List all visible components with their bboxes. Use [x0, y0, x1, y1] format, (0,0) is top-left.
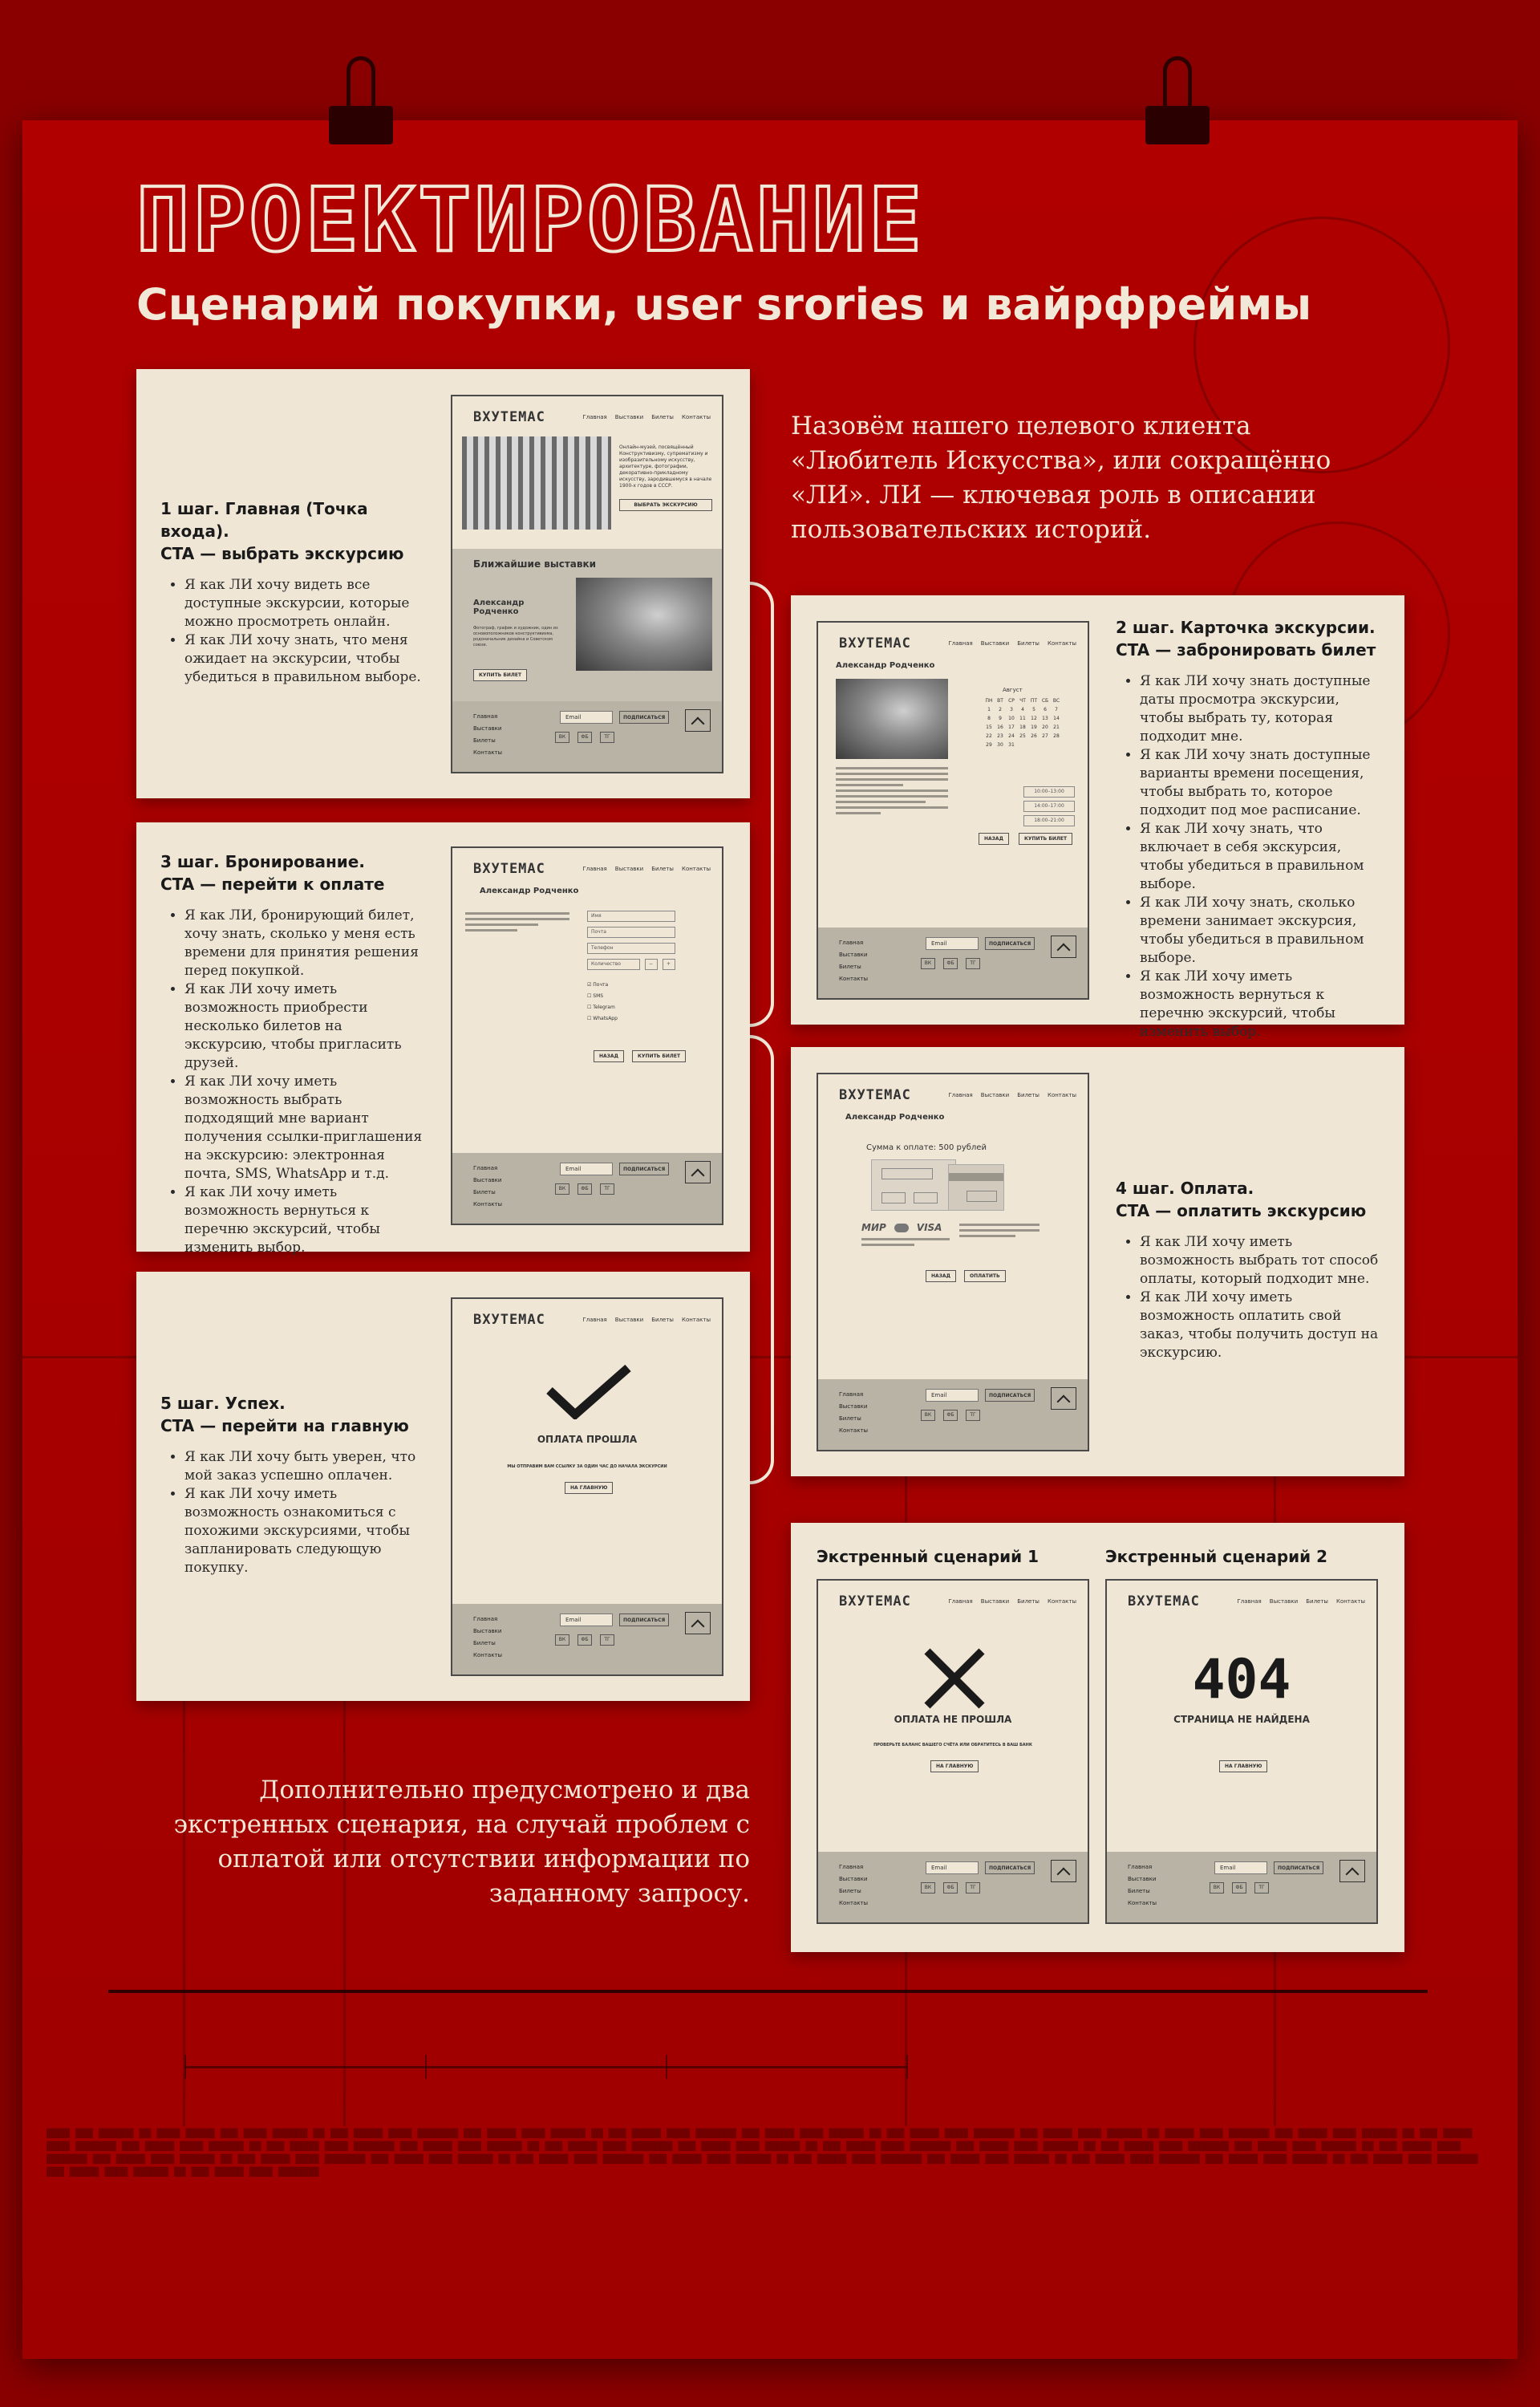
email-input[interactable]: Email — [926, 1389, 979, 1402]
list-item: • Я как ЛИ хочу знать доступные даты просмотра экскурсии, чтобы выбрать ту, которая подходит мне. — [1140, 672, 1384, 746]
footer-link[interactable]: Билеты — [473, 737, 496, 744]
nav-link[interactable]: Выставки — [614, 866, 644, 872]
nav-link[interactable]: Выставки — [980, 1598, 1010, 1605]
calendar-day[interactable]: 7 — [1055, 707, 1058, 712]
wf-nav — [949, 640, 1076, 647]
success-status: ОПЛАТА ПРОШЛА — [537, 1434, 638, 1445]
nav-link[interactable]: Главная — [948, 1092, 973, 1098]
nav-link[interactable]: Главная — [948, 640, 973, 647]
time-slot[interactable]: 14:00–17:00 — [1023, 801, 1075, 812]
card-month-field[interactable] — [881, 1192, 906, 1204]
footer-link[interactable]: Выставки — [839, 1876, 868, 1882]
footer-link[interactable]: Билеты — [473, 1640, 496, 1646]
wf-nav — [949, 1092, 1076, 1098]
social-vk[interactable]: ВК — [921, 1882, 935, 1894]
step1-card — [136, 369, 750, 798]
logo: ВХУТЕМАС — [473, 1312, 545, 1328]
footer-links — [473, 1163, 502, 1211]
footer-links — [839, 1389, 868, 1437]
list-item: • Я как ЛИ хочу иметь возможность выбрать тот способ оплаты, который подходит мне. — [1140, 1233, 1384, 1289]
option-whatsapp[interactable]: ☐ WhatsApp — [587, 1016, 618, 1021]
calendar-day[interactable]: 3 — [1010, 707, 1013, 712]
step1-cta: CTA — выбрать экскурсию — [160, 544, 404, 563]
checkmark-icon — [545, 1363, 633, 1419]
social-tg[interactable]: ТГ — [1254, 1882, 1269, 1894]
social-links — [555, 732, 614, 743]
calendar-day[interactable]: 29 — [986, 742, 992, 748]
subscribe-button[interactable]: ПОДПИСАТЬСЯ — [619, 1163, 669, 1175]
logo: ВХУТЕМАС — [839, 1087, 911, 1103]
wireframe-booking — [451, 846, 723, 1225]
visa-icon[interactable]: VISA — [916, 1222, 942, 1233]
exhibitions-section — [452, 549, 722, 703]
step3-bullets — [160, 907, 425, 1257]
nav-link[interactable]: Главная — [582, 866, 607, 872]
footer-link[interactable]: Главная — [839, 1391, 864, 1398]
wf-nav — [583, 1317, 711, 1323]
social-links — [555, 1634, 614, 1646]
step2-title: 2 шаг. Карточка экскурсии. — [1116, 618, 1376, 637]
footer-links — [839, 1861, 868, 1910]
nav-link[interactable]: Билеты — [651, 1317, 674, 1323]
wireframe-payment-failed — [817, 1579, 1089, 1924]
list-item: • Я как ЛИ хочу знать, что меня ожидает на экскурсии, чтобы убедиться в правильном выборе. — [184, 631, 425, 687]
calendar-day[interactable]: 13 — [1042, 716, 1048, 721]
step3-card — [136, 822, 750, 1256]
step2-card — [791, 595, 1404, 1040]
calendar-day[interactable]: 14 — [1053, 716, 1060, 721]
nav-link[interactable]: Контакты — [681, 1317, 711, 1323]
social-tg[interactable]: ТГ — [600, 1183, 614, 1195]
calendar-day[interactable]: 16 — [997, 725, 1003, 730]
scroll-up-icon[interactable] — [1051, 1387, 1076, 1410]
footer-link[interactable]: Билеты — [839, 1888, 861, 1894]
calendar-day[interactable]: 4 — [1021, 707, 1024, 712]
emergency2-title: Экстренный сценарий 2 — [1105, 1547, 1328, 1566]
calendar-day[interactable]: 10 — [1008, 716, 1015, 721]
wf-nav — [949, 1598, 1076, 1605]
binder-clip — [1145, 56, 1210, 144]
step3-title: 3 шаг. Бронирование. — [160, 852, 365, 871]
nav-link[interactable]: Выставки — [1269, 1598, 1299, 1605]
quantity-plus[interactable]: + — [663, 959, 675, 970]
home-button[interactable]: НА ГЛАВНУЮ — [565, 1482, 613, 1494]
wf-footer — [818, 927, 1088, 998]
text-placeholder — [861, 1238, 950, 1249]
list-item: • Я как ЛИ хочу иметь возможность оплатить свой заказ, чтобы получить доступ на экскурсию. — [1140, 1289, 1384, 1362]
logo: ВХУТЕМАС — [473, 861, 545, 877]
email-input[interactable]: Email — [1214, 1861, 1267, 1874]
calendar-day[interactable]: 28 — [1053, 733, 1060, 739]
option-telegram[interactable]: ☐ Telegram — [587, 1005, 615, 1010]
weekday-label: СР — [1008, 698, 1015, 704]
about-text: Онлайн-музей, посвящённый Конструктивизму, супрематизму и изобразительному искусству, архитектуре, фотографии, декоративно-прикладному искусству, зародившемуся в начале 1900-х годов в СССР. — [619, 444, 712, 489]
phone-field[interactable]: Телефон — [587, 943, 675, 954]
nav-link[interactable]: Контакты — [681, 866, 711, 872]
logo: ВХУТЕМАС — [839, 635, 911, 651]
text-placeholder — [959, 1224, 1040, 1240]
email-input[interactable]: Email — [560, 711, 613, 724]
social-fb[interactable]: ФБ — [943, 958, 958, 969]
nav-link[interactable]: Билеты — [1017, 1598, 1040, 1605]
subscribe-button[interactable]: ПОДПИСАТЬСЯ — [619, 711, 669, 724]
calendar-day[interactable]: 6 — [1044, 707, 1047, 712]
footer-links — [473, 1613, 502, 1662]
step2-cta: CTA — забронировать билет — [1116, 640, 1376, 660]
calendar-day[interactable]: 20 — [1042, 725, 1048, 730]
social-tg[interactable]: ТГ — [600, 1634, 614, 1646]
list-item: • Я как ЛИ хочу знать, что включает в себя экскурсия, чтобы убедиться в правильном выборе. — [1140, 820, 1384, 894]
footer-link[interactable]: Главная — [473, 1165, 498, 1171]
footer-link[interactable]: Контакты — [473, 1652, 503, 1658]
nav-link[interactable]: Главная — [1237, 1598, 1262, 1605]
scroll-up-icon[interactable] — [1051, 1860, 1076, 1882]
page-title: ПРОЕКТИРОВАНИЕ — [136, 168, 926, 271]
error-code: 404 — [1192, 1648, 1291, 1711]
social-links — [1210, 1882, 1269, 1894]
quantity-field[interactable]: Количество — [587, 959, 640, 970]
wireframe-payment — [817, 1073, 1089, 1451]
list-item: • Я как ЛИ хочу знать, сколько времени занимает экскурсия, чтобы убедиться в правильном выборе. — [1140, 894, 1384, 968]
footer-link[interactable]: Выставки — [839, 952, 868, 958]
footer-link[interactable]: Главная — [473, 713, 498, 720]
footer-link[interactable]: Билеты — [839, 964, 861, 970]
artist-name: Александр Родченко — [473, 599, 525, 616]
scroll-up-icon[interactable] — [685, 1612, 711, 1634]
emergency1-title: Экстренный сценарий 1 — [817, 1547, 1040, 1566]
nav-link[interactable]: Контакты — [681, 414, 711, 420]
artist-desc: Фотограф, график и художник, один из основоположников конструктивизма, родоначальник дизайна и Советском союзе. — [473, 626, 558, 647]
wireframe-excursion — [817, 621, 1089, 1000]
nav-link[interactable]: Билеты — [651, 866, 674, 872]
calendar-day[interactable]: 5 — [1032, 707, 1035, 712]
calendar-day[interactable]: 11 — [1019, 716, 1026, 721]
calendar-day[interactable]: 1 — [987, 707, 991, 712]
weekday-label: ПТ — [1030, 698, 1038, 704]
list-item: • Я как ЛИ хочу знать доступные варианты времени посещения, чтобы выбрать то, которое подходит под мое расписание. — [1140, 746, 1384, 820]
weekday-label: ЧТ — [1019, 698, 1026, 704]
nav-link[interactable]: Контакты — [1047, 1092, 1076, 1098]
footer-links — [839, 937, 868, 985]
footer-link[interactable]: Контакты — [839, 976, 869, 982]
step4-cta: CTA — оплатить экскурсию — [1116, 1201, 1367, 1220]
footer-link[interactable]: Главная — [839, 940, 864, 946]
artist-name: Александр Родченко — [836, 661, 935, 670]
nav-link[interactable]: Главная — [948, 1598, 973, 1605]
social-links — [921, 1410, 980, 1421]
wf-footer — [1107, 1852, 1376, 1922]
card-back — [948, 1164, 1004, 1211]
footer-link[interactable]: Контакты — [839, 1900, 869, 1906]
subscribe-button[interactable]: ПОДПИСАТЬСЯ — [985, 1389, 1035, 1402]
wf-footer — [452, 1604, 722, 1674]
calendar-month: Август — [1003, 687, 1023, 693]
cvc-field[interactable] — [967, 1191, 997, 1202]
buy-ticket-button[interactable]: КУПИТЬ БИЛЕТ — [632, 1050, 686, 1062]
nav-link[interactable]: Контакты — [1047, 640, 1076, 647]
nav-link[interactable]: Главная — [582, 1317, 607, 1323]
nav-link[interactable]: Билеты — [1017, 1092, 1040, 1098]
card-year-field[interactable] — [914, 1192, 938, 1204]
logo: ВХУТЕМАС — [1128, 1593, 1200, 1609]
email-field[interactable]: Почта — [587, 927, 675, 938]
wireframe-home — [451, 395, 723, 773]
calendar-day[interactable]: 24 — [1008, 733, 1015, 739]
section-title: Ближайшие выставки — [473, 558, 597, 570]
weekday-label: ВС — [1052, 698, 1060, 704]
footer-link[interactable]: Выставки — [839, 1403, 868, 1410]
calendar-day[interactable]: 30 — [997, 742, 1003, 748]
buy-ticket-button[interactable]: КУПИТЬ БИЛЕТ — [1019, 833, 1072, 845]
quantity-minus[interactable]: − — [645, 959, 658, 970]
subscribe-button[interactable]: ПОДПИСАТЬСЯ — [619, 1613, 669, 1626]
scale-line — [108, 1990, 1428, 1993]
footer-link[interactable]: Билеты — [473, 1189, 496, 1195]
footer-link[interactable]: Главная — [839, 1864, 864, 1870]
social-vk[interactable]: ВК — [555, 732, 569, 743]
calendar-day[interactable]: 23 — [997, 733, 1003, 739]
ruler — [184, 2066, 906, 2068]
calendar-day[interactable]: 17 — [1008, 725, 1015, 730]
list-item: • Я как ЛИ хочу иметь возможность вернуться к перечню экскурсий, чтобы изменить выбор. — [1140, 968, 1384, 1041]
nav-link[interactable]: Выставки — [980, 640, 1010, 647]
step5-card — [136, 1272, 750, 1701]
artist-photo — [836, 679, 948, 759]
subscribe-button[interactable]: ПОДПИСАТЬСЯ — [985, 937, 1035, 950]
not-found-status: СТРАНИЦА НЕ НАЙДЕНА — [1173, 1714, 1310, 1725]
calendar-day[interactable]: 26 — [1031, 733, 1037, 739]
cross-icon — [922, 1648, 987, 1709]
social-links — [555, 1183, 614, 1195]
option-email[interactable]: ☑ Почта — [587, 982, 609, 988]
wf-nav — [583, 866, 711, 872]
calendar-day[interactable]: 21 — [1053, 725, 1060, 730]
calendar-day[interactable]: 18 — [1019, 725, 1026, 730]
social-tg[interactable]: ТГ — [966, 1882, 980, 1894]
calendar-day[interactable]: 25 — [1019, 733, 1026, 739]
intro-text: Назовём нашего целевого клиента «Любитель Искусства», или сокращённо «ЛИ». ЛИ — ключевая роль в описании пользовательских историй. — [791, 412, 1331, 544]
subscribe-button[interactable]: ПОДПИСАТЬСЯ — [1274, 1861, 1323, 1874]
list-item: • Я как ЛИ хочу видеть все доступные экскурсии, которые можно просмотреть онлайн. — [184, 576, 425, 631]
calendar-day[interactable]: 27 — [1042, 733, 1048, 739]
calendar-day[interactable]: 22 — [986, 733, 992, 739]
list-item: • Я как ЛИ хочу иметь возможность ознакомиться с похожими экскурсиями, чтобы запланировать следующую покупку. — [184, 1485, 425, 1577]
wf-nav — [1238, 1598, 1365, 1605]
calendar-day[interactable]: 12 — [1031, 716, 1037, 721]
building-photo — [462, 436, 611, 530]
wf-nav — [583, 414, 711, 420]
social-fb[interactable]: ФБ — [943, 1882, 958, 1894]
email-input[interactable]: Email — [926, 937, 979, 950]
step2-bullets — [1116, 672, 1384, 1041]
footer-link[interactable]: Главная — [1128, 1864, 1153, 1870]
card-front — [871, 1159, 956, 1211]
back-button[interactable]: НАЗАД — [979, 833, 1009, 845]
social-vk[interactable]: ВК — [1210, 1882, 1224, 1894]
footer-link[interactable]: Контакты — [839, 1427, 869, 1434]
footer-links — [1128, 1861, 1157, 1910]
weekday-label: ПН — [985, 698, 993, 704]
home-button[interactable]: НА ГЛАВНУЮ — [1219, 1760, 1267, 1772]
social-fb[interactable]: ФБ — [578, 732, 592, 743]
footer-link[interactable]: Выставки — [473, 1177, 502, 1183]
nav-link[interactable]: Билеты — [651, 414, 674, 420]
step1-bullets — [160, 576, 425, 687]
nav-link[interactable]: Билеты — [1017, 640, 1040, 647]
social-fb[interactable]: ФБ — [943, 1410, 958, 1421]
scroll-up-icon[interactable] — [685, 709, 711, 732]
nav-link[interactable]: Контакты — [1335, 1598, 1365, 1605]
failed-status: ОПЛАТА НЕ ПРОШЛА — [894, 1714, 1012, 1725]
binder-clip — [329, 56, 393, 144]
nav-link[interactable]: Выставки — [614, 1317, 644, 1323]
nav-link[interactable]: Билеты — [1306, 1598, 1328, 1605]
footer-link[interactable]: Контакты — [473, 1201, 503, 1208]
social-links — [921, 958, 980, 969]
artist-photo — [576, 578, 712, 671]
time-slot[interactable]: 18:00–21:00 — [1023, 815, 1075, 826]
scroll-up-icon[interactable] — [685, 1161, 711, 1183]
weekday-label: СБ — [1041, 698, 1049, 704]
emergency-card — [791, 1523, 1404, 1952]
list-item: • Я как ЛИ хочу быть уверен, что мой заказ успешно оплачен. — [184, 1448, 425, 1485]
email-input[interactable]: Email — [560, 1613, 613, 1626]
weekday-label: ВТ — [997, 698, 1003, 704]
payment-sum: Сумма к оплате: 500 рублей — [866, 1143, 987, 1152]
logo: ВХУТЕМАС — [839, 1593, 911, 1609]
home-button[interactable]: НА ГЛАВНУЮ — [930, 1760, 979, 1772]
page-subtitle: Сценарий покупки, user srories и вайрфреймы — [136, 279, 1312, 330]
logo: ВХУТЕМАС — [473, 409, 545, 425]
artist-name: Александр Родченко — [480, 887, 579, 895]
step5-bullets — [160, 1448, 425, 1577]
social-tg[interactable]: ТГ — [966, 958, 980, 969]
step5-cta: CTA — перейти на главную — [160, 1416, 409, 1435]
footer-link[interactable]: Контакты — [473, 749, 503, 756]
social-vk[interactable]: ВК — [921, 958, 935, 969]
step4-card — [791, 1047, 1404, 1476]
email-input[interactable]: Email — [926, 1861, 979, 1874]
nav-link[interactable]: Главная — [582, 414, 607, 420]
email-input[interactable]: Email — [560, 1163, 613, 1175]
back-button[interactable]: НАЗАД — [926, 1270, 956, 1282]
nav-link[interactable]: Контакты — [1047, 1598, 1076, 1605]
wireframe-success — [451, 1297, 723, 1676]
step5-title: 5 шаг. Успех. — [160, 1394, 286, 1413]
step3-cta: CTA — перейти к оплате — [160, 875, 385, 894]
failed-note: ПРОВЕРЬТЕ БАЛАНС ВАШЕГО СЧЁТА ИЛИ ОБРАТИТЕСЬ В ВАШ БАНК — [873, 1743, 1032, 1747]
social-links — [921, 1882, 980, 1894]
artist-name: Александр Родченко — [845, 1113, 945, 1122]
calendar-day[interactable]: 2 — [999, 707, 1002, 712]
mir-icon[interactable]: МИР — [861, 1222, 886, 1233]
social-tg[interactable]: ТГ — [600, 732, 614, 743]
step1-title: 1 шаг. Главная (Точка входа). — [160, 499, 368, 541]
choose-excursion-button[interactable]: ВЫБРАТЬ ЭКСКУРСИЮ — [619, 499, 712, 511]
wf-footer — [818, 1379, 1088, 1450]
calendar-day[interactable]: 8 — [987, 716, 991, 721]
success-note: МЫ ОТПРАВИМ ВАМ ССЫЛКУ ЗА ОДИН ЧАС ДО НАЧАЛА ЭКСКУРСИИ — [507, 1464, 667, 1469]
footer-link[interactable]: Контакты — [1128, 1900, 1157, 1906]
delivery-options — [587, 980, 618, 1025]
social-fb[interactable]: ФБ — [1232, 1882, 1246, 1894]
footer-link[interactable]: Выставки — [473, 1628, 502, 1634]
footer-link[interactable]: Билеты — [1128, 1888, 1150, 1894]
social-fb[interactable]: ФБ — [578, 1183, 592, 1195]
mastercard-icon[interactable] — [894, 1224, 909, 1232]
social-tg[interactable]: ТГ — [966, 1410, 980, 1421]
nav-link[interactable]: Выставки — [614, 414, 644, 420]
footer-link[interactable]: Выставки — [1128, 1876, 1157, 1882]
step4-title: 4 шаг. Оплата. — [1116, 1179, 1254, 1198]
scroll-up-icon[interactable] — [1339, 1860, 1365, 1882]
list-item: • Я как ЛИ хочу иметь возможность вернуться к перечню экскурсий, чтобы изменить выбор. — [184, 1183, 425, 1257]
bg-fine-print: ▇▇▇▇ ▇▇▇ ▇▇▇▇▇▇ ▇▇ ▇▇▇▇ ▇▇▇▇▇ ▇▇▇ ▇▇▇▇ ▇▇▇▇▇▇ ▇▇ ▇▇▇ ▇▇▇▇▇ ▇▇▇▇ ▇▇▇▇▇▇▇ ▇▇▇ ▇▇▇▇▇ ▇▇▇▇ ▇▇▇▇▇▇ ▇▇ ▇▇▇ ▇▇▇▇▇ ▇▇▇▇ ▇▇▇▇▇▇▇ ▇▇▇ ▇▇▇▇▇ ▇▇▇▇ ▇▇▇▇▇▇ ▇▇ ▇▇▇ ▇▇▇▇▇ ▇▇▇▇ ▇▇▇▇▇▇▇ ▇▇▇ ▇▇▇▇▇ ▇▇▇▇ ▇▇▇▇▇▇ ▇▇ ▇▇▇▇▇ ▇▇▇▇ ▇▇▇▇▇▇▇ ▇▇▇ ▇▇▇▇▇ ▇▇▇▇ ▇▇▇▇▇▇ ▇▇ ▇▇▇ ▇▇▇▇▇ ▇▇▇▇ ▇▇▇▇▇▇▇ ▇▇▇ ▇▇▇▇▇ ▇▇▇▇ ▇▇▇▇▇▇ ▇▇ ▇▇▇ ▇▇▇▇▇ ▇▇▇▇ ▇▇▇▇▇▇▇ ▇▇▇ ▇▇▇▇▇ ▇▇▇▇ ▇▇▇▇▇▇ ▇▇ ▇▇▇ ▇▇▇▇▇ ▇▇▇▇ ▇▇▇▇▇▇▇ ▇▇▇ ▇▇▇▇▇ ▇▇▇▇ ▇▇▇▇▇▇ ▇▇ ▇▇▇ ▇▇▇▇▇ ▇▇▇▇ ▇▇▇▇▇▇▇ ▇▇▇ ▇▇▇▇▇ ▇▇▇▇ ▇▇▇▇▇▇ ▇▇ ▇▇▇ ▇▇▇▇▇ ▇▇▇▇ ▇▇▇▇▇▇▇ ▇▇▇ ▇▇▇▇▇ ▇▇▇▇ ▇▇▇▇▇▇ ▇▇ ▇▇▇ ▇▇▇▇▇ ▇▇▇▇ ▇▇▇▇▇▇▇ ▇▇▇ ▇▇▇▇▇ ▇▇▇▇ ▇▇▇▇▇▇ ▇▇ ▇▇▇ ▇▇▇▇▇ ▇▇▇▇ ▇▇▇▇▇▇▇ ▇▇▇ ▇▇▇▇▇ ▇▇▇▇ ▇▇▇▇▇▇ ▇▇ ▇▇▇ ▇▇▇▇▇ ▇▇▇▇ ▇▇▇▇▇▇▇ ▇▇▇ ▇▇▇▇▇ ▇▇▇▇ ▇▇▇▇▇▇ ▇▇ ▇▇▇ ▇▇▇▇▇ ▇▇▇▇ ▇▇▇▇▇▇▇ ▇▇▇ ▇▇▇▇▇ ▇▇▇▇ ▇▇▇▇▇▇ ▇▇ ▇▇▇ ▇▇▇▇▇ ▇▇▇▇ ▇▇▇▇▇▇▇ ▇▇▇ ▇▇▇▇▇ ▇▇▇▇ ▇▇▇▇▇▇ ▇▇ ▇▇▇ ▇▇▇▇▇ ▇▇▇▇ ▇▇▇▇▇▇▇ ▇▇▇ ▇▇▇▇▇ ▇▇▇▇ ▇▇▇▇▇▇ ▇▇ ▇▇▇ ▇▇▇▇▇ ▇▇▇▇ ▇▇▇▇▇▇▇ — [47, 2127, 1478, 2177]
social-fb[interactable]: ФБ — [578, 1634, 592, 1646]
card-logos — [861, 1222, 942, 1233]
option-sms[interactable]: ☐ SMS — [587, 993, 604, 999]
calendar — [983, 698, 1064, 748]
footer-link[interactable]: Билеты — [839, 1415, 861, 1422]
social-vk[interactable]: ВК — [555, 1634, 569, 1646]
card-number-field[interactable] — [881, 1168, 933, 1179]
text-placeholder — [465, 912, 569, 935]
calendar-day[interactable]: 31 — [1008, 742, 1015, 748]
flow-connector — [750, 1035, 774, 1484]
flow-connector — [750, 582, 774, 1027]
calendar-day[interactable]: 15 — [986, 725, 992, 730]
footer-link[interactable]: Главная — [473, 1616, 498, 1622]
footer-links — [473, 711, 502, 759]
pay-button[interactable]: ОПЛАТИТЬ — [964, 1270, 1006, 1282]
subscribe-button[interactable]: ПОДПИСАТЬСЯ — [985, 1861, 1035, 1874]
social-vk[interactable]: ВК — [921, 1410, 935, 1421]
step4-bullets — [1116, 1233, 1384, 1362]
list-item: • Я как ЛИ, бронирующий билет, хочу знать, сколько у меня есть времени для принятия решения перед покупкой. — [184, 907, 425, 980]
back-button[interactable]: НАЗАД — [594, 1050, 624, 1062]
wf-footer — [452, 701, 722, 772]
list-item: • Я как ЛИ хочу иметь возможность приобрести несколько билетов на экскурсию, чтобы пригласить друзей. — [184, 980, 425, 1073]
wf-footer — [452, 1153, 722, 1224]
time-slot[interactable]: 10:00–13:00 — [1023, 786, 1075, 798]
calendar-day[interactable]: 19 — [1031, 725, 1037, 730]
text-placeholder — [836, 767, 948, 818]
name-field[interactable]: Имя — [587, 911, 675, 922]
nav-link[interactable]: Выставки — [980, 1092, 1010, 1098]
social-vk[interactable]: ВК — [555, 1183, 569, 1195]
buy-ticket-button[interactable]: КУПИТЬ БИЛЕТ — [473, 669, 527, 681]
emergency-note: Дополнительно предусмотрено и два экстренных сценария, на случай проблем с оплатой или отсутствии информации по заданному запросу. — [173, 1776, 750, 1908]
list-item: • Я как ЛИ хочу иметь возможность выбрать подходящий мне вариант получения ссылки-приглашения на экскурсию: электронная почта, SMS, WhatsApp и т.д. — [184, 1073, 425, 1183]
footer-link[interactable]: Выставки — [473, 725, 502, 732]
wireframe-404 — [1105, 1579, 1378, 1924]
wf-footer — [818, 1852, 1088, 1922]
scroll-up-icon[interactable] — [1051, 936, 1076, 958]
calendar-day[interactable]: 9 — [999, 716, 1002, 721]
